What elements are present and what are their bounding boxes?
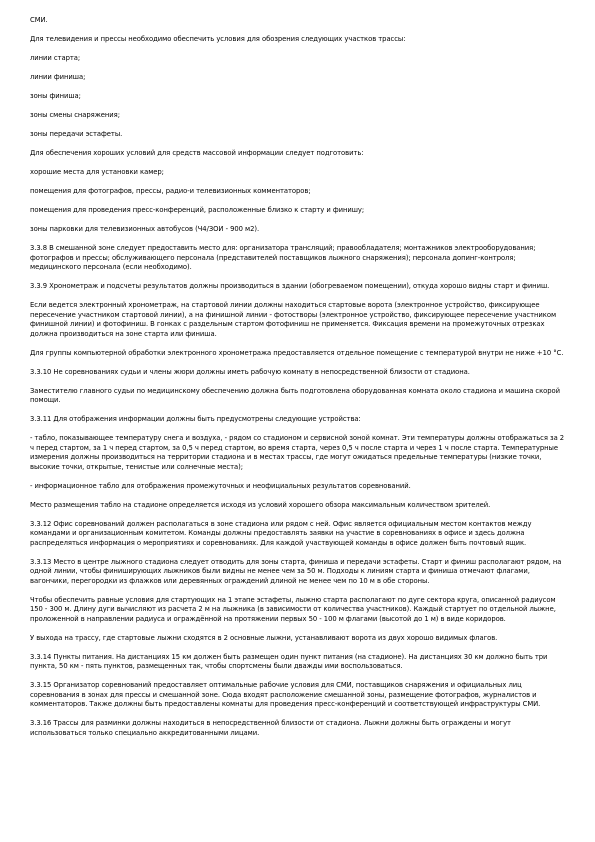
paragraph-electronic-timing: Если ведется электронный хронометраж, на стартовой линии должны находиться стартовые ворота (электронное устройство, фиксирующее пересечение участником стартовой линии), а на финишной линии - фотостворы (электронное устройство, фиксирующее пересечение участником финишной линии) и фотофиниш. В гонках с раздельным стартом фотофиниш не применяется. Фиксация времени на промежуточных отрезках должна производиться на зоне старта или финиша. xyxy=(30,301,557,338)
paragraph-3-3-14: 3.3.14 Пункты питания. На дистанциях 15 км должен быть размещен один пункт питания (на стадионе). На дистанциях 30 км должно быть три пункта, 50 км - пять пунктов, размещенных так, чтобы спортсмены были дважды ими воспользоваться. xyxy=(30,652,548,670)
list-item-finish-line: линии финиша; xyxy=(30,73,86,81)
list-item-conference-rooms: помещения для проведения пресс-конференций, расположенные близко к старту и финишу; xyxy=(30,206,365,214)
list-item-camera-places: хорошие места для установки камер; xyxy=(30,168,164,176)
paragraph-3-3-11: 3.3.11 Для отображения информации должны быть предусмотрены следующие устройства: xyxy=(30,415,361,423)
paragraph-relay-start: Чтобы обеспечить равные условия для стартующих на 1 этапе эстафеты, лыжню старта располагают по дуге сектора круга, описанной радиусом 150 - 300 м. Длину дуги вычисляют из расчета 2 м на лыжника (в зависимости от количества участников). Каждый стартует по отдельной лыжне, проложенной в направлении радиуса и ограждённой на протяжении первых 50 - 100 м флагами (высотой до 1 м) в виде коридоров. xyxy=(30,595,556,623)
paragraph-3-3-16: 3.3.16 Трассы для разминки должны находиться в непосредственной близости от стадиона. Лыжни должны быть ограждены и могут использоваться только специально аккредитованными лицами. xyxy=(30,719,511,737)
paragraph-track-exit: У выхода на трассу, где стартовые лыжни сходятся в 2 основные лыжни, устанавливают ворота из двух хорошо видимых флагов. xyxy=(30,633,498,642)
list-item-finish-zone: зоны финиша; xyxy=(30,92,81,100)
paragraph-temperature-board: - табло, показывающее температуру снега и воздуха, - рядом со стадионом и сервисной зоной комнат. Эти температуры должны отображаться за 2 ч перед стартом, за 1 ч перед стартом, за 0,5 ч перед стартом, во время старта, через 0,5 ч после старта и через 1 ч после старта. Температурные измерения должны производиться на территории стадиона и в местах трассы, где могут ожидаться предельные температуры (низкие точки, высокие точки, открытые, тенистые или солнечные места); xyxy=(30,434,565,471)
list-item-equipment-zone: зоны смены снаряжения; xyxy=(30,111,120,119)
paragraph-3-3-8: 3.3.8 В смешанной зоне следует предоставить место для: организатора трансляций; правообладателя; монтажников электрооборудования; фотографов и прессы; обслуживающего персонала (представителей поставщиков лыжного снаряжения); персонала допинг-контроля; медицинского персонала (если необходимо). xyxy=(30,244,536,271)
paragraph-smi: СМИ. xyxy=(30,16,48,24)
list-item-press-rooms: помещения для фотографов, прессы, радио-и телевизионных комментаторов; xyxy=(30,187,311,195)
paragraph-3-3-13: 3.3.13 Место в центре лыжного стадиона следует отводить для зоны старта, финиша и передачи эстафеты. Старт и финиш располагают рядом, на одной линии, чтобы финиширующих лыжников были видны не менее чем за 50 м. Подходы к линиям старта и финиша отмечают флагами, вагончики, перегородки из флажков или деревянных ограждений длиной не менее чем по 10 м в обе стороны. xyxy=(30,557,562,585)
paragraph-3-3-15: 3.3.15 Организатор соревнований предоставляет оптимальные рабочие условия для СМИ, поставщиков снаряжения и официальных лиц соревнования в зонах для прессы и смешанной зоне. Сюда входят расположение смешанной зоны, размещение фотографов, журналистов и комментаторов. Также должны быть предоставлены комнаты для проведения пресс-конференций и соответствующей инфраструктуры СМИ. xyxy=(30,681,541,708)
paragraph-3-3-10: 3.3.10 Не соревнованиях судьи и члены жюри должны иметь рабочую комнату в непосредственной близости от стадиона. xyxy=(30,367,470,376)
list-item-relay-zone: зоны передачи эстафеты. xyxy=(30,130,123,138)
paragraph-medical-room: Заместителю главного судьи по медицинскому обеспечению должна быть подготовлена оборудованная комната около стадиона и машина скорой помощи. xyxy=(30,386,561,404)
paragraph-3-3-9: 3.3.9 Хронометраж и подсчеты результатов должны производиться в здании (обогреваемом помещении), откуда хорошо видны старт и финиш. xyxy=(30,282,550,290)
paragraph-info-board: - информационное табло для отображения промежуточных и неофициальных результатов соревнований. xyxy=(30,481,411,490)
paragraph-computer-group: Для группы компьютерной обработки электронного хронометража предоставляется отдельное помещение с температурой внутри не ниже +10 °С. xyxy=(30,348,564,357)
list-item-start-line: линии старта; xyxy=(30,54,81,62)
paragraph-3-3-12: 3.3.12 Офис соревнований должен располагаться в зоне стадиона или рядом с ней. Офис является официальным местом контактов между командами и организационным комитетом. Команды должны предоставлять заявки на участие в соревнованиях в офисе и здесь должна распределяться информация о мероприятиях и соревнованиях. Для каждой участвующей команды в офисе должен быть почтовый ящик. xyxy=(30,519,532,547)
paragraph-media-conditions: Для обеспечения хороших условий для средств массовой информации следует подготовить: xyxy=(30,149,364,157)
paragraph-board-placement: Место размещения табло на стадионе определяется исходя из условий хорошего обзора максимальным количеством зрителей. xyxy=(30,500,491,509)
paragraph-tv-press-intro: Для телевидения и прессы необходимо обеспечить условия для обозрения следующих участков трассы: xyxy=(30,35,406,43)
list-item-tv-parking: зоны парковки для телевизионных автобусов (Ч4/ЗОИ - 900 м2). xyxy=(30,225,260,233)
